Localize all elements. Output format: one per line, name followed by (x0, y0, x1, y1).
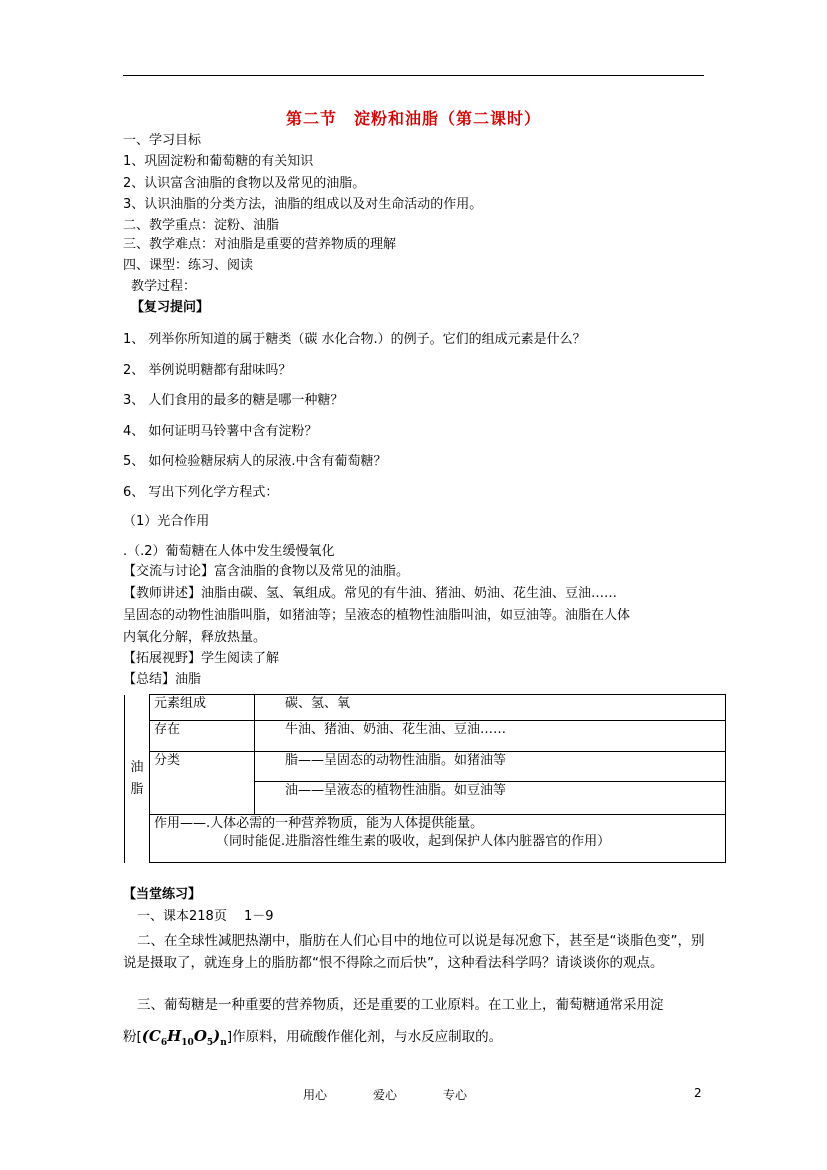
question-3: 3、 人们食用的最多的糖是哪一种糖？ (123, 393, 344, 408)
starch-formula: $(C_6H_{10}O_5)_n$ (141, 1027, 227, 1048)
footer-text: 专心 (443, 1088, 468, 1102)
footer-text: 爱心 (373, 1088, 398, 1102)
page-number: 2 (694, 1086, 702, 1100)
practice-heading: 【当堂练习】 (123, 887, 202, 902)
question-2: 2、 举例说明糖都有甜味吗？ (123, 363, 292, 378)
practice-3-cont: 粉$[(C_6H_{10}O_5)_n]$作原料，用硫酸作催化剂，与水反应制取的。 (123, 1027, 503, 1048)
text-line: 1、巩固淀粉和葡萄糖的有关知识 (123, 154, 314, 169)
header-rule (123, 75, 704, 76)
teacher-line: 内氧化分解，释放热量。 (123, 630, 267, 645)
text-line: 2、认识富含油脂的食物以及常见的油脂。 (123, 176, 366, 191)
question-4: 4、 如何证明马铃薯中含有淀粉？ (123, 424, 318, 439)
row-value: 脂——呈固态的动物性油脂。如猪油等 (255, 752, 726, 782)
discussion-line: 【交流与讨论】富含油脂的食物以及常见的油脂。 (123, 564, 410, 579)
section-heading: 【复习提问】 (131, 300, 210, 315)
footer-text: 用心 (303, 1088, 328, 1102)
side-label: 油 脂 (125, 695, 150, 863)
row-label: 分类 (150, 752, 255, 815)
teacher-line: 呈固态的动物性油脂叫脂，如猪油等；呈液态的植物性油脂叫油，如豆油等。油脂在人体 (123, 608, 631, 623)
question-1: 1、 列举你所知道的属于糖类（碳 水化合物.）的例子。它们的组成元素是什么？ (123, 332, 586, 347)
practice-1: 一、课本218页 1－9 (137, 909, 274, 924)
question-6b: .（.2）葡萄糖在人体中发生缓慢氧化 (123, 544, 335, 559)
function-cell: 作用——.人体必需的一种营养物质，能为人体提供能量。 （同时能促.进脂溶性维生素的吸收，起到保护人体内脏器官的作用） (150, 815, 726, 863)
page-title: 第二节 淀粉和油脂（第二课时） (285, 109, 541, 128)
text-line: 一、学习目标 (123, 133, 202, 148)
text-line: 四、课型：练习、阅读 (123, 258, 254, 273)
row-value: 碳、氢、氧 (255, 695, 726, 721)
row-value: 油——呈液态的植物性油脂。如豆油等 (255, 782, 726, 815)
reading-line: 【拓展视野】学生阅读了解 (123, 651, 280, 666)
text-line: 二、教学重点：淀粉、油脂 (123, 218, 280, 233)
row-label: 存在 (150, 721, 255, 752)
summary-heading: 【总结】油脂 (123, 672, 202, 687)
text-line: 三、教学难点：对油脂是重要的营养物质的理解 (123, 237, 397, 252)
row-label: 元素组成 (150, 695, 255, 721)
practice-2: 二、在全球性减肥热潮中，脂肪在人们心目中的地位可以说是每况愈下，甚至是“谈脂色变”，别说是摄取了，就连身上的脂肪都“恨不得除之而后快”，这种看法科学吗？请谈谈你的观点。 (123, 933, 705, 971)
text-line: 3、认识油脂的分类方法，油脂的组成以及对生命活动的作用。 (123, 197, 483, 212)
question-5: 5、 如何检验糖尿病人的尿液.中含有葡萄糖？ (123, 454, 387, 469)
text-line: 教学过程： (131, 279, 197, 294)
practice-3: 三、葡萄糖是一种重要的营养物质，还是重要的工业原料。在工业上，葡萄糖通常采用淀 (137, 997, 664, 1013)
teacher-line: 【教师讲述】油脂由碳、氢、氧组成。常见的有牛油、猪油、奶油、花生油、豆油…… (123, 586, 618, 601)
question-6: 6、 写出下列化学方程式： (123, 485, 279, 500)
question-6a: （1）光合作用 (123, 514, 210, 529)
row-value: 牛油、猪油、奶油、花生油、豆油…… (255, 721, 726, 752)
summary-table (124, 694, 726, 863)
